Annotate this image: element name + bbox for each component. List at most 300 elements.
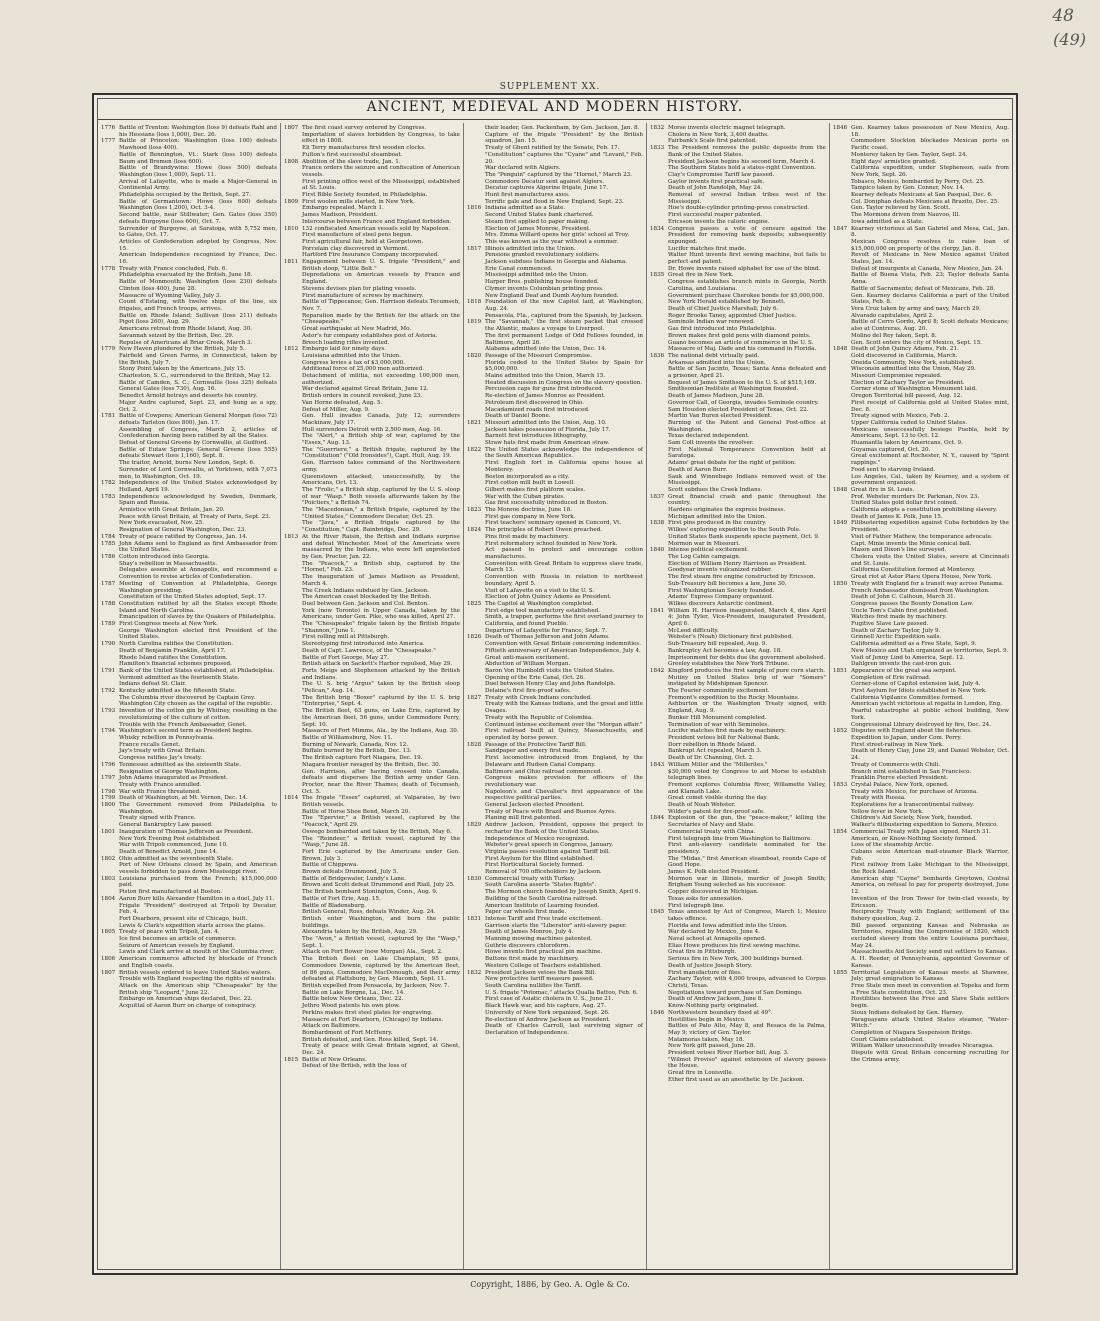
history-entry bbox=[284, 353, 460, 360]
entry-text: Repulse of Americans at Briar Creek, March 3. bbox=[119, 339, 253, 346]
entry-text: Duel between Gen. Jackson and Col. Benton. bbox=[302, 600, 429, 607]
entry-text: Death of Andrew Jackson, June 8. bbox=[668, 996, 764, 1003]
history-entry bbox=[650, 179, 826, 186]
entry-text: Mormon war in Missouri. bbox=[668, 540, 741, 547]
history-entry bbox=[833, 373, 1009, 380]
history-entry bbox=[467, 923, 643, 930]
history-entry bbox=[650, 976, 826, 989]
history-entry bbox=[650, 1037, 826, 1044]
entry-text: Disputes with England about the fisheries. bbox=[851, 728, 972, 735]
entry-year bbox=[467, 252, 485, 259]
history-entry bbox=[284, 621, 460, 634]
entry-year bbox=[650, 574, 668, 581]
entry-year bbox=[101, 514, 119, 521]
entry-year bbox=[467, 661, 485, 668]
history-entry bbox=[467, 407, 643, 414]
entry-year bbox=[650, 936, 668, 943]
history-column-3 bbox=[463, 123, 646, 1269]
entry-year bbox=[833, 809, 851, 816]
entry-text: The Capitol at Washington completed. bbox=[485, 600, 594, 607]
entry-year bbox=[284, 232, 302, 239]
entry-text: Lewis and Clark arrive at mouth of the Columbia river. bbox=[119, 949, 275, 956]
entry-year: 1785 bbox=[101, 540, 116, 547]
entry-text: Treaty with France concluded, Feb. 6. bbox=[119, 265, 228, 272]
entry-year bbox=[833, 400, 851, 413]
entry-year: 1822 bbox=[467, 446, 482, 453]
entry-text: Battle of Sacramento; defeat of Mexicans, Feb. 28. bbox=[851, 285, 996, 292]
entry-year bbox=[650, 963, 668, 970]
entry-text: Capture of the frigate "President" by the British squadron, Jan. 15. bbox=[485, 131, 643, 145]
entry-text: The Government removed from Philadelphia to Washington. bbox=[119, 802, 277, 815]
entry-text: Benedict Arnold betrays and deserts his country. bbox=[119, 393, 258, 400]
entry-year bbox=[467, 789, 485, 802]
entry-text: Battle of Germantown: Howe (loss 600) defeats Washington (loss 1,200), Oct. 3-4. bbox=[119, 198, 277, 212]
history-entry bbox=[650, 842, 826, 855]
entry-year bbox=[101, 440, 119, 447]
entry-year bbox=[284, 655, 302, 662]
entry-year bbox=[101, 340, 119, 347]
history-entry bbox=[101, 239, 277, 252]
entry-text: Surrender of Burgoyne, at Saratoga, with 5,752 men, to Gates, Oct. 17. bbox=[119, 225, 277, 239]
entry-year: 1828 bbox=[467, 741, 482, 748]
entry-text: James K. Polk elected President. bbox=[668, 869, 760, 876]
entry-text: Fulton's first successful steamboat. bbox=[302, 151, 403, 158]
entry-text: $30,000 voted by Congress to aid Morse to establish telegraph lines. bbox=[668, 768, 826, 782]
entry-year bbox=[467, 896, 485, 903]
history-entry bbox=[833, 313, 1009, 320]
entry-text: Gas first successfully introduced in Boston. bbox=[485, 500, 608, 507]
entry-text: The Log Cabin campaign. bbox=[668, 554, 741, 560]
entry-text: Alvarado capitulates, April 2. bbox=[851, 312, 934, 319]
entry-year bbox=[101, 152, 119, 165]
entry-text: Buttons first made by machinery. bbox=[485, 956, 579, 963]
history-entry bbox=[650, 762, 826, 769]
history-entry bbox=[101, 252, 277, 265]
entry-text: The "Chesapeake" frigate taken by the British frigate "Shannon," June 1. bbox=[302, 621, 460, 634]
entry-year bbox=[284, 333, 302, 340]
history-entry bbox=[467, 239, 643, 246]
entry-year bbox=[101, 822, 119, 829]
entry-year bbox=[284, 815, 302, 828]
entry-text: Great fire in Pittsburgh. bbox=[668, 949, 737, 956]
entry-text: Hamilton's financial schemes proposed. bbox=[119, 661, 232, 668]
entry-year: 1784 bbox=[101, 533, 116, 540]
entry-year: 1781 bbox=[101, 413, 116, 420]
entry-year bbox=[101, 179, 119, 192]
entry-year bbox=[284, 708, 302, 728]
entry-text: New York gift passed, June 28. bbox=[668, 1043, 756, 1050]
history-entry bbox=[467, 286, 643, 293]
history-entry bbox=[101, 601, 277, 614]
entry-year bbox=[467, 608, 485, 615]
entry-text: Bill passed organizing Kansas and Nebraska as Territories, repealing the Compromise of 1820, which excluded slavery from the entire Louisiana purchase, May 24. bbox=[851, 922, 1009, 949]
entry-text: Defeat of the British, with the loss of bbox=[302, 1063, 407, 1070]
entry-text: Constitution of the United States adopted, Sept. 17. bbox=[119, 594, 267, 601]
history-entry bbox=[650, 386, 826, 393]
entry-text: Independence of Mexico recognized. bbox=[485, 835, 590, 842]
entry-year bbox=[467, 541, 485, 548]
entry-text: Court Claims established. bbox=[851, 1036, 925, 1043]
entry-text: Additional force of 25,000 men authorized. bbox=[302, 366, 425, 373]
entry-text: Count d'Estaing, with twelve ships of the line, six frigates, and French troops, arrives. bbox=[119, 299, 277, 312]
history-entry bbox=[833, 836, 1009, 843]
entry-text: Col. Doniphan defeats Mexicans at Brazito, Dec. 25. bbox=[851, 198, 1000, 205]
history-entry bbox=[833, 185, 1009, 192]
history-entry bbox=[467, 588, 643, 595]
entry-year bbox=[101, 996, 119, 1003]
entry-text: At the River Raisin, the British and Indians surprise and defeat Winchester. Most of the Americans were massacred by the Indians, who were left unprotected by Gen. Proctor, Jan. 22. bbox=[302, 533, 460, 560]
history-entry bbox=[467, 514, 643, 521]
entry-year bbox=[833, 494, 851, 501]
history-entry bbox=[833, 822, 1009, 829]
entry-year bbox=[650, 769, 668, 782]
entry-year bbox=[833, 293, 851, 306]
history-entry bbox=[284, 648, 460, 655]
entry-text: Delaine's first fire-proof safes. bbox=[485, 688, 571, 695]
history-entry bbox=[833, 567, 1009, 574]
history-entry bbox=[467, 145, 643, 152]
entry-year bbox=[833, 594, 851, 601]
entry-text: Congress passes the Bounty Donation Law. bbox=[851, 600, 974, 607]
history-entry bbox=[833, 366, 1009, 373]
history-entry bbox=[101, 815, 277, 822]
entry-text: Grinnell Arctic Expedition sails. bbox=[851, 634, 942, 641]
entry-text: British enter Washington, and burn the public buildings. bbox=[302, 915, 460, 929]
entry-text: Philadelphia occupied by the British, Sept. 27. bbox=[119, 192, 251, 199]
entry-text: Gold discovered in California, March. bbox=[851, 352, 958, 359]
entry-text: Commodore Stockton blockades Mexican ports on Pacific coast. bbox=[851, 138, 1009, 152]
entry-text: Battle of Bennington, Vt.: Stark (loss 100) defeats Baum and Bremen (loss 600). bbox=[119, 151, 277, 165]
entry-text: First manufacture of files. bbox=[668, 969, 742, 976]
entry-text: Fugitive Slave Law passed. bbox=[851, 621, 929, 628]
entry-text: Building of the South Carolina railroad. bbox=[485, 895, 598, 902]
entry-text: The "Peacock," a British ship, captured by the "Hornet," Feb. 23. bbox=[302, 560, 460, 574]
entry-year bbox=[101, 976, 119, 983]
history-entry bbox=[833, 775, 1009, 782]
entry-text: Attack on Fort Bower (now Morgan) Ala., Sept. 2. bbox=[302, 949, 443, 956]
history-entry bbox=[833, 212, 1009, 219]
entry-year bbox=[650, 889, 668, 896]
history-entry bbox=[284, 748, 460, 755]
history-entry bbox=[284, 1030, 460, 1037]
entry-year bbox=[650, 949, 668, 956]
entry-text: California Vigilance Committee formed. bbox=[851, 694, 964, 701]
entry-text: American Independence recognized by France, Dec. 16. bbox=[119, 252, 277, 266]
entry-year bbox=[833, 762, 851, 769]
entry-year bbox=[467, 755, 485, 768]
entry-text: Treaty of peace with Tripoli, Jan. 4. bbox=[119, 929, 220, 936]
entry-year bbox=[101, 916, 119, 923]
entry-year bbox=[467, 842, 485, 849]
entry-text: Webster's (Noah) Dictionary first published. bbox=[668, 634, 793, 641]
history-entry bbox=[833, 614, 1009, 621]
history-entry bbox=[284, 561, 460, 574]
history-entry bbox=[467, 520, 643, 527]
history-entry bbox=[467, 849, 643, 856]
history-entry bbox=[467, 916, 643, 923]
entry-year bbox=[101, 313, 119, 326]
entry-text: Battle of Bladensburg. bbox=[302, 902, 366, 909]
entry-year bbox=[650, 192, 668, 205]
entry-text: Pensions granted revolutionary soldiers. bbox=[485, 252, 600, 259]
history-entry bbox=[650, 226, 826, 246]
entry-text: Los Angeles, Cal., taken by Kearney, and a system of government organized. bbox=[851, 473, 1009, 487]
entry-text: Van Horne defeated, Aug. 5. bbox=[302, 399, 383, 406]
history-entry bbox=[467, 185, 643, 192]
entry-text: Battle of Horse Shoe Bend, March 20. bbox=[302, 808, 411, 815]
history-entry bbox=[833, 192, 1009, 199]
history-entry bbox=[650, 782, 826, 795]
history-entry bbox=[284, 916, 460, 929]
entry-text: British defeated, and Gen. Ross killed, Sept. 14. bbox=[302, 1036, 439, 1043]
entry-year: 1807 bbox=[284, 125, 299, 131]
entry-text: First street-railway in New York. bbox=[851, 741, 944, 748]
history-entry bbox=[101, 849, 277, 856]
entry-year bbox=[284, 882, 302, 889]
entry-text: Eli Terry manufactures first wooden clocks. bbox=[302, 145, 426, 152]
entry-text: Indians defeat St. Clair. bbox=[119, 681, 187, 688]
entry-year bbox=[833, 340, 851, 347]
entry-year: 1793 bbox=[101, 708, 116, 715]
history-entry bbox=[467, 929, 643, 936]
history-entry bbox=[101, 923, 277, 930]
history-entry bbox=[833, 675, 1009, 682]
entry-year bbox=[284, 748, 302, 755]
entry-text: Constitution ratified by all the States except Rhode Island and North Carolina. bbox=[119, 600, 277, 614]
entry-text: American yacht victorious at regatta in London, Eng. bbox=[851, 701, 1002, 708]
entry-text: Know-Nothing party originated. bbox=[668, 1003, 759, 1010]
entry-text: Barnett first introduces lithography. bbox=[485, 433, 588, 440]
history-entry bbox=[467, 856, 643, 863]
entry-year bbox=[467, 226, 485, 233]
history-entry bbox=[284, 460, 460, 473]
entry-text: Armistice with Great Britain, Jan. 20. bbox=[119, 507, 225, 514]
entry-year bbox=[101, 447, 119, 460]
history-entry bbox=[833, 574, 1009, 581]
history-entry bbox=[833, 661, 1009, 668]
entry-year bbox=[284, 326, 302, 333]
entry-year bbox=[650, 929, 668, 936]
entry-text: The Fourier community excitement. bbox=[668, 688, 770, 695]
entry-text: Jethro Wood patents his own plow. bbox=[302, 1003, 400, 1010]
history-entry bbox=[101, 641, 277, 648]
entry-text: California adopts a constitution prohibiting slavery. bbox=[851, 507, 998, 514]
entry-text: Expedition to Japan, under Com. Perry. bbox=[851, 734, 962, 741]
entry-text: Fiftieth anniversary of American Independence, July 4. bbox=[485, 647, 641, 654]
history-entry bbox=[284, 594, 460, 601]
entry-text: Missouri admitted into the Union, Aug. 10. bbox=[485, 419, 607, 426]
entry-year bbox=[467, 675, 485, 682]
entry-text: New York evacuated, Nov. 25. bbox=[119, 520, 204, 527]
entry-text: Rhode Island ratifies the Constitution. bbox=[119, 654, 228, 661]
entry-year bbox=[284, 286, 302, 293]
entry-text: The Mormon church founded by Joseph Smith, April 6. bbox=[485, 889, 641, 896]
entry-year bbox=[650, 782, 668, 795]
entry-year bbox=[650, 541, 668, 548]
entry-text: New Mexico and Utah organized as territories, Sept. 9. bbox=[851, 647, 1009, 654]
entry-year: 1791 bbox=[101, 667, 116, 674]
entry-year: 1847 bbox=[833, 225, 848, 232]
history-entry bbox=[650, 641, 826, 648]
entry-year bbox=[650, 701, 668, 714]
entry-text: Death of Daniel Boone. bbox=[485, 413, 551, 420]
entry-text: Seminole Indian war renewed. bbox=[668, 319, 755, 326]
history-entry bbox=[284, 159, 460, 166]
entry-year bbox=[833, 708, 851, 721]
entry-text: Corner stone of Washington Monument laid. bbox=[851, 386, 977, 393]
history-entry bbox=[467, 460, 643, 473]
entry-year bbox=[650, 420, 668, 433]
entry-text: General Bankruptcy Law passed. bbox=[119, 822, 213, 829]
entry-year bbox=[284, 393, 302, 400]
history-entry bbox=[284, 413, 460, 426]
entry-text: Ice first becomes an article of commerce. bbox=[119, 936, 237, 943]
history-entry bbox=[650, 319, 826, 326]
entry-year bbox=[101, 748, 119, 755]
entry-text: Battle below New Orleans, Dec. 22. bbox=[302, 996, 404, 1003]
entry-text: Death of Aaron Burr. bbox=[668, 466, 727, 473]
entry-text: Congress makes provision for officers of the revolutionary war. bbox=[485, 775, 643, 788]
entry-year bbox=[284, 681, 302, 694]
history-entry bbox=[833, 219, 1009, 226]
entry-text: Dorr rebellion in Rhode Island. bbox=[668, 741, 757, 748]
entry-text: Cholera in New York, 3,400 deaths. bbox=[668, 131, 769, 138]
entry-year bbox=[650, 440, 668, 447]
entry-year bbox=[284, 447, 302, 460]
entry-year bbox=[467, 165, 485, 172]
entry-year bbox=[650, 293, 668, 300]
history-entry bbox=[101, 313, 277, 326]
entry-year: 1830 bbox=[467, 875, 482, 882]
entry-year bbox=[284, 1023, 302, 1030]
history-entry bbox=[284, 762, 460, 769]
history-entry bbox=[101, 802, 277, 815]
entry-year bbox=[284, 1003, 302, 1010]
entry-text: Articles of Confederation adopted by Congress, Nov. 15. bbox=[119, 238, 277, 252]
history-entry bbox=[101, 179, 277, 192]
history-entry bbox=[284, 735, 460, 742]
history-entry bbox=[284, 755, 460, 762]
entry-year: 1852 bbox=[833, 728, 848, 735]
entry-year bbox=[650, 990, 668, 997]
history-entry bbox=[101, 279, 277, 292]
entry-text: Garrison starts the "Liberator" anti-slavery paper. bbox=[485, 922, 627, 929]
entry-text: Completion of Niagara Suspension Bridge. bbox=[851, 1029, 973, 1036]
history-entry bbox=[650, 172, 826, 179]
history-entry bbox=[101, 695, 277, 702]
entry-year bbox=[650, 601, 668, 608]
entry-text: Great fire in New York. bbox=[668, 272, 734, 279]
history-entry bbox=[467, 970, 643, 977]
entry-year bbox=[467, 574, 485, 587]
entry-text: British General, Ross, defeats Winder, Aug. 24. bbox=[302, 909, 436, 916]
entry-year bbox=[284, 594, 302, 601]
entry-year bbox=[833, 386, 851, 393]
history-entry bbox=[833, 608, 1009, 615]
entry-year bbox=[101, 326, 119, 333]
history-entry bbox=[101, 520, 277, 527]
history-entry bbox=[650, 340, 826, 347]
history-entry bbox=[284, 949, 460, 956]
history-entry bbox=[101, 769, 277, 776]
history-entry bbox=[101, 722, 277, 729]
entry-year: 1809 bbox=[284, 198, 299, 205]
history-entry bbox=[650, 701, 826, 714]
entry-text: United States gold dollar first coined. bbox=[851, 500, 958, 507]
entry-text: Mrs. Emma Willard opens her girls' school at Troy. bbox=[485, 232, 630, 239]
entry-text: Great excitement at Rochester, N. Y., caused by "Spirit rappings." bbox=[851, 453, 1009, 467]
entry-text: Walker's filibustering expedition to Sonora, Mexico. bbox=[851, 822, 999, 829]
entry-year bbox=[467, 380, 485, 387]
entry-year bbox=[833, 199, 851, 206]
entry-year bbox=[101, 936, 119, 943]
history-entry bbox=[833, 655, 1009, 662]
entry-text: First gas company in New York. bbox=[485, 513, 576, 520]
entry-text: Death of James Madison, June 28. bbox=[668, 393, 765, 400]
history-entry bbox=[101, 655, 277, 662]
entry-text: The first permanent Lodge of Odd Fellows founded, in Baltimore, April 26. bbox=[485, 332, 643, 346]
history-entry bbox=[833, 601, 1009, 608]
entry-year bbox=[650, 386, 668, 393]
history-entry bbox=[467, 125, 643, 132]
history-entry bbox=[650, 648, 826, 655]
history-entry bbox=[284, 145, 460, 152]
history-entry bbox=[650, 561, 826, 568]
entry-text: Clymer invents Columbian printing press. bbox=[485, 285, 604, 292]
entry-year: 1837 bbox=[650, 493, 665, 500]
history-entry bbox=[101, 842, 277, 849]
entry-year bbox=[101, 373, 119, 380]
history-column-4 bbox=[646, 123, 829, 1269]
entry-text: Election of William Henry Harrison as President. bbox=[668, 560, 807, 567]
entry-year: 1800 bbox=[101, 802, 116, 809]
entry-text: First Washingtonian Society founded. bbox=[668, 587, 775, 594]
history-entry bbox=[101, 836, 277, 843]
history-entry bbox=[650, 534, 826, 541]
history-entry bbox=[284, 829, 460, 836]
entry-text: Erie Canal commenced. bbox=[485, 265, 553, 272]
history-entry bbox=[101, 648, 277, 655]
entry-year: 1836 bbox=[650, 352, 665, 359]
entry-text: Heated discussion in Congress on the slavery question. bbox=[485, 379, 643, 386]
history-entry bbox=[284, 936, 460, 949]
entry-year bbox=[833, 380, 851, 387]
history-entry bbox=[650, 923, 826, 930]
entry-year: 1799 bbox=[101, 795, 116, 802]
entry-text: Huamantla taken by Americans, Oct. 9. bbox=[851, 440, 963, 447]
entry-text: Goodyear invents vulcanized rubber. bbox=[668, 567, 773, 574]
entry-text: Port of New Orleans closed by Spain, and American vessels forbidden to pass down Mississippi river. bbox=[119, 862, 277, 876]
entry-text: First railway from Lake Michigan to the Mississippi, the Rock Island. bbox=[851, 862, 1009, 876]
entry-year bbox=[833, 393, 851, 400]
entry-year bbox=[650, 648, 668, 655]
entry-year bbox=[833, 748, 851, 761]
entry-text: The first coast survey ordered by Congress. bbox=[302, 125, 427, 131]
entry-year bbox=[101, 836, 119, 843]
entry-year bbox=[650, 688, 668, 695]
history-entry bbox=[833, 641, 1009, 648]
history-entry bbox=[467, 668, 643, 675]
handwritten-page-number-alt: (49) bbox=[1053, 30, 1086, 49]
entry-text: Death of Charles Carroll, last surviving signer of Declaration of Independence. bbox=[485, 1023, 643, 1036]
history-entry bbox=[467, 259, 643, 266]
history-entry bbox=[650, 246, 826, 253]
history-entry bbox=[101, 748, 277, 755]
history-entry bbox=[284, 360, 460, 367]
entry-year bbox=[833, 1010, 851, 1017]
entry-year bbox=[467, 427, 485, 434]
entry-text: Napoleon's and Chevalier's first appearance of the respective political parties. bbox=[485, 788, 643, 802]
